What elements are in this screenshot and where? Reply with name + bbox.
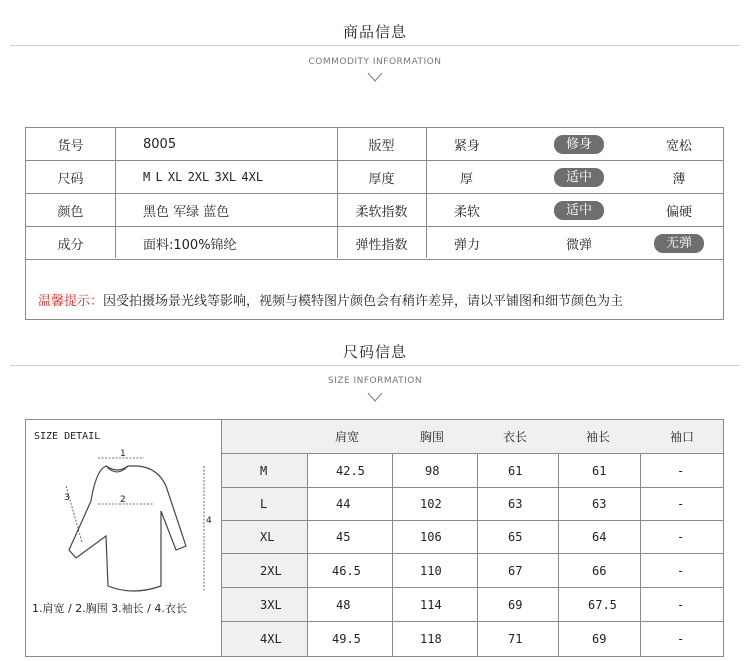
info-row bbox=[26, 227, 723, 260]
size-chart bbox=[25, 419, 724, 657]
size-table-header bbox=[222, 420, 723, 454]
section-divider bbox=[10, 45, 740, 46]
table-row bbox=[222, 554, 723, 588]
table-cell: 46.5 bbox=[332, 563, 361, 578]
chevron-down-icon bbox=[367, 391, 383, 403]
attr-option-selected: 修身 bbox=[554, 135, 604, 154]
attr-label: 弹性指数 bbox=[355, 237, 408, 253]
table-row bbox=[222, 588, 723, 622]
table-cell: - bbox=[677, 463, 685, 478]
attr-option-selected: 无弹 bbox=[654, 234, 704, 253]
table-cell: 106 bbox=[420, 530, 442, 544]
attr-option: 宽松 bbox=[665, 138, 692, 154]
attr-label: 版型 bbox=[368, 138, 395, 154]
attr-option-selected: 适中 bbox=[554, 168, 604, 187]
commodity-section-title: 商品信息 bbox=[342, 23, 407, 41]
notice-text bbox=[38, 290, 623, 309]
info-row bbox=[26, 128, 723, 161]
table-cell: 98 bbox=[425, 463, 440, 478]
column-header: 袖口 bbox=[670, 430, 695, 444]
size-label: 2XL bbox=[260, 563, 282, 578]
table-cell: - bbox=[677, 497, 685, 511]
commodity-info-table bbox=[25, 127, 724, 320]
size-section-subtitle: SIZE INFORMATION bbox=[327, 376, 423, 386]
table-cell: - bbox=[677, 530, 685, 544]
column-header: 袖长 bbox=[586, 430, 611, 444]
diagram-legend: 1.肩宽 / 2.胸围 3.袖长 / 4.衣长 bbox=[32, 602, 187, 615]
table-cell: 66 bbox=[592, 563, 607, 578]
table-cell: 110 bbox=[420, 563, 442, 578]
column-header: 胸围 bbox=[420, 430, 445, 444]
table-cell: 69 bbox=[592, 632, 607, 646]
size-table bbox=[221, 419, 724, 657]
info-value: 黑色 军绿 蓝色 bbox=[143, 204, 230, 220]
table-cell: - bbox=[677, 563, 685, 578]
table-row bbox=[222, 521, 723, 554]
chevron-down-icon bbox=[367, 71, 383, 83]
size-label: 3XL bbox=[260, 597, 282, 612]
table-cell: 45 bbox=[336, 530, 351, 544]
info-label: 成分 bbox=[57, 237, 84, 253]
table-row bbox=[222, 454, 723, 488]
attr-option: 弹力 bbox=[454, 237, 481, 253]
notice-body: 因受拍摄场景光线等影响，视频与模特图片颜色会有稍许差异，请以平铺图和细节颜色为主 bbox=[103, 294, 624, 309]
table-row bbox=[222, 622, 723, 656]
column-header: 衣长 bbox=[503, 430, 528, 444]
attr-option: 薄 bbox=[672, 171, 686, 187]
size-label: 4XL bbox=[260, 632, 282, 646]
attr-option: 厚 bbox=[460, 171, 474, 187]
table-cell: 63 bbox=[592, 497, 607, 511]
notice-label: 温馨提示： bbox=[38, 294, 104, 309]
diagram-title: SIZE DETAIL bbox=[34, 431, 101, 442]
table-cell: 67 bbox=[508, 563, 523, 578]
table-cell: 65 bbox=[508, 530, 523, 544]
table-row bbox=[222, 488, 723, 521]
info-label: 尺码 bbox=[57, 171, 84, 187]
info-label: 货号 bbox=[57, 138, 84, 154]
table-cell: 71 bbox=[508, 632, 523, 646]
table-cell: - bbox=[677, 632, 685, 646]
measure-mark-2: 2 bbox=[120, 495, 126, 505]
measure-mark-1: 1 bbox=[120, 449, 126, 459]
table-cell: 64 bbox=[592, 530, 607, 544]
attr-label: 柔软指数 bbox=[355, 204, 408, 220]
table-cell: 44 bbox=[336, 497, 351, 511]
attr-option: 偏硬 bbox=[665, 204, 692, 220]
size-label: L bbox=[260, 497, 268, 511]
measure-mark-4: 4 bbox=[206, 516, 212, 526]
size-diagram bbox=[25, 419, 222, 657]
info-value: M L XL 2XL 3XL 4XL bbox=[143, 170, 264, 184]
table-cell: - bbox=[677, 597, 685, 612]
table-cell: 118 bbox=[420, 632, 442, 646]
table-cell: 67.5 bbox=[588, 597, 617, 612]
table-cell: 69 bbox=[508, 597, 523, 612]
attr-label: 厚度 bbox=[368, 171, 395, 187]
table-cell: 63 bbox=[508, 497, 523, 511]
table-cell: 61 bbox=[592, 463, 607, 478]
info-value: 8005 bbox=[143, 136, 177, 152]
measure-mark-3: 3 bbox=[64, 493, 70, 503]
attr-option-selected: 适中 bbox=[554, 201, 604, 220]
attr-option: 微弹 bbox=[565, 237, 592, 253]
table-cell: 114 bbox=[420, 597, 442, 612]
column-header: 肩宽 bbox=[335, 430, 360, 444]
table-cell: 48 bbox=[336, 597, 351, 612]
size-label: M bbox=[260, 463, 268, 478]
commodity-section-subtitle: COMMODITY INFORMATION bbox=[308, 57, 442, 67]
table-cell: 49.5 bbox=[332, 632, 361, 646]
size-section-title: 尺码信息 bbox=[342, 343, 407, 361]
info-value: 面料:100%锦纶 bbox=[143, 237, 237, 253]
attr-option: 柔软 bbox=[454, 204, 481, 220]
section-divider bbox=[10, 365, 740, 366]
info-label: 颜色 bbox=[57, 204, 84, 220]
table-cell: 42.5 bbox=[336, 463, 365, 478]
table-cell: 61 bbox=[508, 463, 523, 478]
info-row bbox=[26, 161, 723, 194]
table-cell: 102 bbox=[420, 497, 442, 511]
size-label: XL bbox=[260, 530, 275, 544]
info-row bbox=[26, 194, 723, 227]
attr-option: 紧身 bbox=[454, 138, 481, 154]
garment-illustration bbox=[36, 446, 216, 596]
